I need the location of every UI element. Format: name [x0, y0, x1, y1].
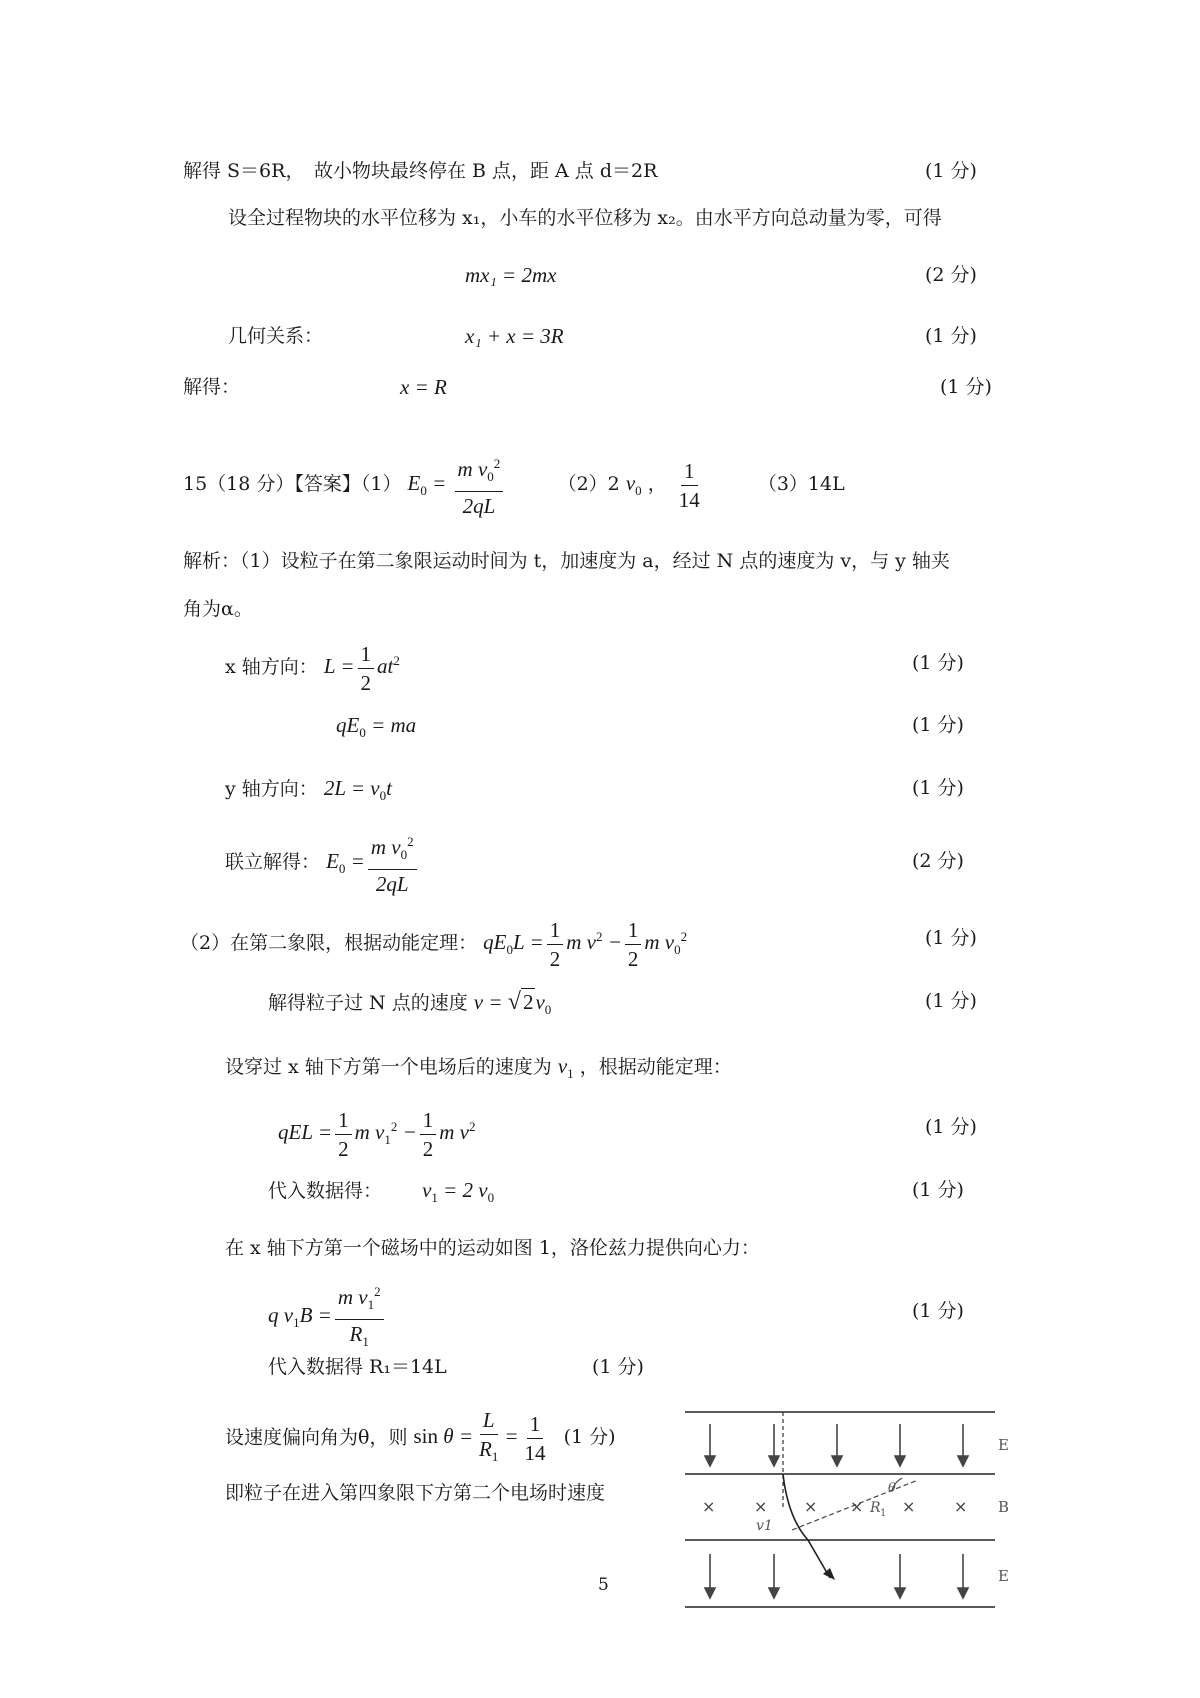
e-field-arrow [769, 1554, 779, 1598]
part2-line [180, 912, 687, 975]
npoint-formula: $v = √2v_0$ [473, 989, 552, 1018]
q15-comma: ， [647, 472, 667, 495]
label-theta: θ [888, 1481, 896, 1496]
magnetic-text: 在 x 轴下方第一个磁场中的运动如图 1，洛伦兹力提供向心力： [225, 1237, 760, 1259]
q15-answer [183, 452, 845, 518]
e-field-arrow [832, 1424, 842, 1466]
theta-score: (1 分) [563, 1426, 616, 1449]
b-field-cross: × [754, 1497, 768, 1516]
particle-trajectory [783, 1474, 830, 1578]
label-E-top: E [998, 1436, 1009, 1454]
sub-label: 代入数据得： [268, 1180, 383, 1202]
qvB-score: (1 分) [912, 1300, 964, 1322]
analysis-line-1: 解析：（1）设粒子在第二象限运动时间为 t，加速度为 a，经过 N 点的速度为 v，与 y 轴夹 [183, 550, 950, 572]
part2-formula: $qE_0L$ = $\frac{1}{2}$ m $v^2$ − $\frac{1}{2}$ m $v_0^2$ [483, 917, 688, 971]
analysis-line-2: 角为α。 [183, 598, 253, 620]
b-field-cross: × [850, 1497, 864, 1516]
combined-score: (2 分) [912, 850, 964, 872]
q15-part2: （2）2 [557, 472, 620, 495]
label-B: B [998, 1498, 1010, 1516]
y-axis-label: y 轴方向： [225, 778, 318, 800]
b-field-cross: × [902, 1497, 916, 1516]
y-axis-score: (1 分) [912, 777, 964, 799]
field-diagram [680, 1400, 1020, 1630]
line-1-score: (1 分) [925, 160, 977, 182]
qvB-formula: q $v_1B$ = $\frac{m v_1^2}{R_1}$ [268, 1280, 387, 1354]
sub-formula: $v_1 = 2$ $v_0$ [422, 1178, 495, 1206]
q15-E0-formula: $E_0$ = $\frac{m v_0^2}{2qL}$ [408, 471, 512, 495]
q15-fraction: $\frac{1}{14}$ [678, 458, 700, 512]
e-field-arrow [705, 1424, 715, 1466]
theta-text: 设速度偏向角为θ，则 [225, 1426, 408, 1449]
solve-equation: x = R [400, 375, 447, 399]
cross-v1: $v_1$ [557, 1054, 574, 1082]
y-axis-formula: $2L = v_0t$ [323, 776, 392, 804]
R1-score: (1 分) [592, 1356, 644, 1378]
e-field-arrow [958, 1424, 968, 1466]
label-R1: R [870, 1500, 881, 1516]
label-E-bottom: E [998, 1567, 1009, 1585]
line-1-text: 解得 S＝6R， 故小物块最终停在 B 点，距 A 点 d＝2R [183, 160, 658, 182]
sub-line [268, 1177, 494, 1211]
combined-formula: $E_0$ = $\frac{m v_0^2}{2qL}$ [326, 849, 420, 873]
page-number: 5 [598, 1575, 609, 1595]
x-axis-score: (1 分) [912, 652, 964, 674]
b-field-cross: × [954, 1497, 968, 1516]
label-v1: v1 [756, 1518, 773, 1534]
x-axis-line [225, 636, 400, 695]
e-field-arrow [769, 1424, 779, 1466]
equation-mx1-score: (2 分) [925, 264, 977, 286]
npoint-label: 解得粒子过 N 点的速度 [268, 992, 468, 1014]
qE0-score: (1 分) [912, 714, 964, 736]
line-2-text: 设全过程物块的水平位移为 x₁，小车的水平位移为 x₂。由水平方向总动量为零，可得 [228, 207, 942, 229]
x-axis-label: x 轴方向： [225, 656, 318, 678]
b-field-cross: × [702, 1497, 716, 1516]
qE0-formula: $qE_0$ = ma [336, 713, 417, 741]
geometry-equation: x₁ + x = 3R [465, 324, 564, 348]
part2-label: （2）在第二象限，根据动能定理： [180, 932, 478, 954]
cross-text-2: ，根据动能定理： [579, 1056, 732, 1078]
combined-line [225, 830, 420, 896]
e-field-arrow [895, 1554, 905, 1598]
theta-line [225, 1408, 616, 1469]
combined-label: 联立解得： [225, 850, 321, 873]
q15-head: 15（18 分）【答案】（1） [183, 472, 402, 495]
qEL-formula: qEL = $\frac{1}{2}$ m $v_1^2$ − $\frac{1}{2}$ m $v^2$ [278, 1107, 476, 1161]
q15-part3: （3）14L [757, 472, 845, 495]
solve-label: 解得： [183, 376, 241, 398]
q15-v0: $v_0$ [625, 470, 642, 499]
label-R1-sub: 1 [880, 1508, 887, 1519]
cross-line [225, 1053, 732, 1087]
e-field-arrow [958, 1554, 968, 1598]
e-field-arrow [705, 1554, 715, 1598]
cross-text: 设穿过 x 轴下方第一个电场后的速度为 [225, 1056, 552, 1078]
qEL-score: (1 分) [925, 1116, 977, 1138]
last-line: 即粒子在进入第四象限下方第二个电场时速度 [225, 1482, 606, 1504]
e-field-arrow [895, 1424, 905, 1466]
y-axis-line [225, 775, 392, 809]
theta-formula: sin θ = $\frac{L}{R_1}$ = $\frac{1}{14}$ [413, 1408, 546, 1466]
geometry-score: (1 分) [925, 325, 977, 347]
npoint-score: (1 分) [925, 990, 977, 1012]
R1-text: 代入数据得 R₁＝14L [268, 1356, 447, 1378]
part2-score: (1 分) [925, 927, 977, 949]
solve-score: (1 分) [940, 376, 992, 398]
sub-score: (1 分) [912, 1179, 964, 1201]
npoint-line [268, 988, 551, 1023]
geometry-label: 几何关系： [228, 325, 324, 347]
b-field-cross: × [804, 1497, 818, 1516]
equation-mx1: mx₁ = 2mx [465, 263, 557, 287]
x-axis-formula: L = $\frac{1}{2}$ $at^2$ [323, 641, 400, 695]
